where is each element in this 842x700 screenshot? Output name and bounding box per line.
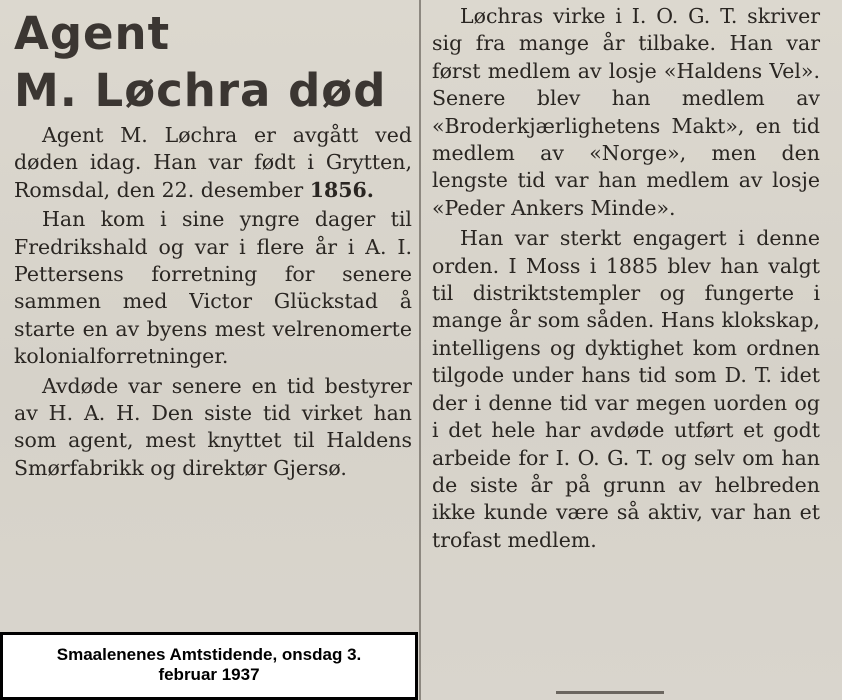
paragraph-career: Han kom i sine yngre dager til Fredrikshald og var i flere år i A. I. Pettersens forretning for senere sammen med Victor Glückstad å starte en av byens mest velrenomerte kolonialforretninger. — [14, 207, 412, 369]
headline-line-1: Agent — [14, 7, 171, 60]
paragraph-obituary-intro-text: Agent M. Løchra er avgått ved døden idag. Han var født i Grytten, Romsdal, den 22. desember — [14, 123, 412, 202]
source-caption — [0, 632, 418, 700]
headline — [14, 0, 412, 121]
paragraph-iogt-engagement: Han var sterkt engagert i denne orden. I Moss i 1885 blev han valgt til distriktstempler og fungerte i mange år som såden. Hans klokskap, intelligens og dyktighet kom ordnen tilgode under hans tid som D. T. idet der i denne tid var megen uorden og i det hele har avdøde utført et godt arbeide for I. O. G. T. og selv om han de siste år på grunn av helbreden ikke kunde være så aktiv, var han et trofast medlem. — [432, 226, 820, 552]
right-column — [432, 0, 820, 700]
paragraph-obituary-intro — [14, 122, 412, 204]
paragraph-later-years: Avdøde var senere en tid bestyrer av H. A. H. Den siste tid virket han som agent, mest knyttet til Haldens Smørfabrikk og direktør Gjersø. — [14, 373, 412, 480]
caption-line-2: februar 1937 — [158, 665, 260, 684]
headline-line-2: M. Løchra død — [14, 64, 387, 117]
column-divider — [419, 0, 421, 700]
caption-line-1: Smaalenenes Amtstidende, onsdag 3. — [56, 645, 362, 664]
paragraph-iogt-membership: Løchras virke i I. O. G. T. skriver sig fra mange år tilbake. Han var først medlem av losje «Haldens Vel». Senere blev han medlem av «Broderkjærlighetens Makt», en tid medlem av «Norge», men den lengste tid var han medlem av losje «Peder Ankers Minde». — [432, 4, 820, 220]
end-rule — [556, 691, 664, 694]
birth-year: 1856. — [309, 177, 374, 202]
left-column — [14, 0, 412, 640]
